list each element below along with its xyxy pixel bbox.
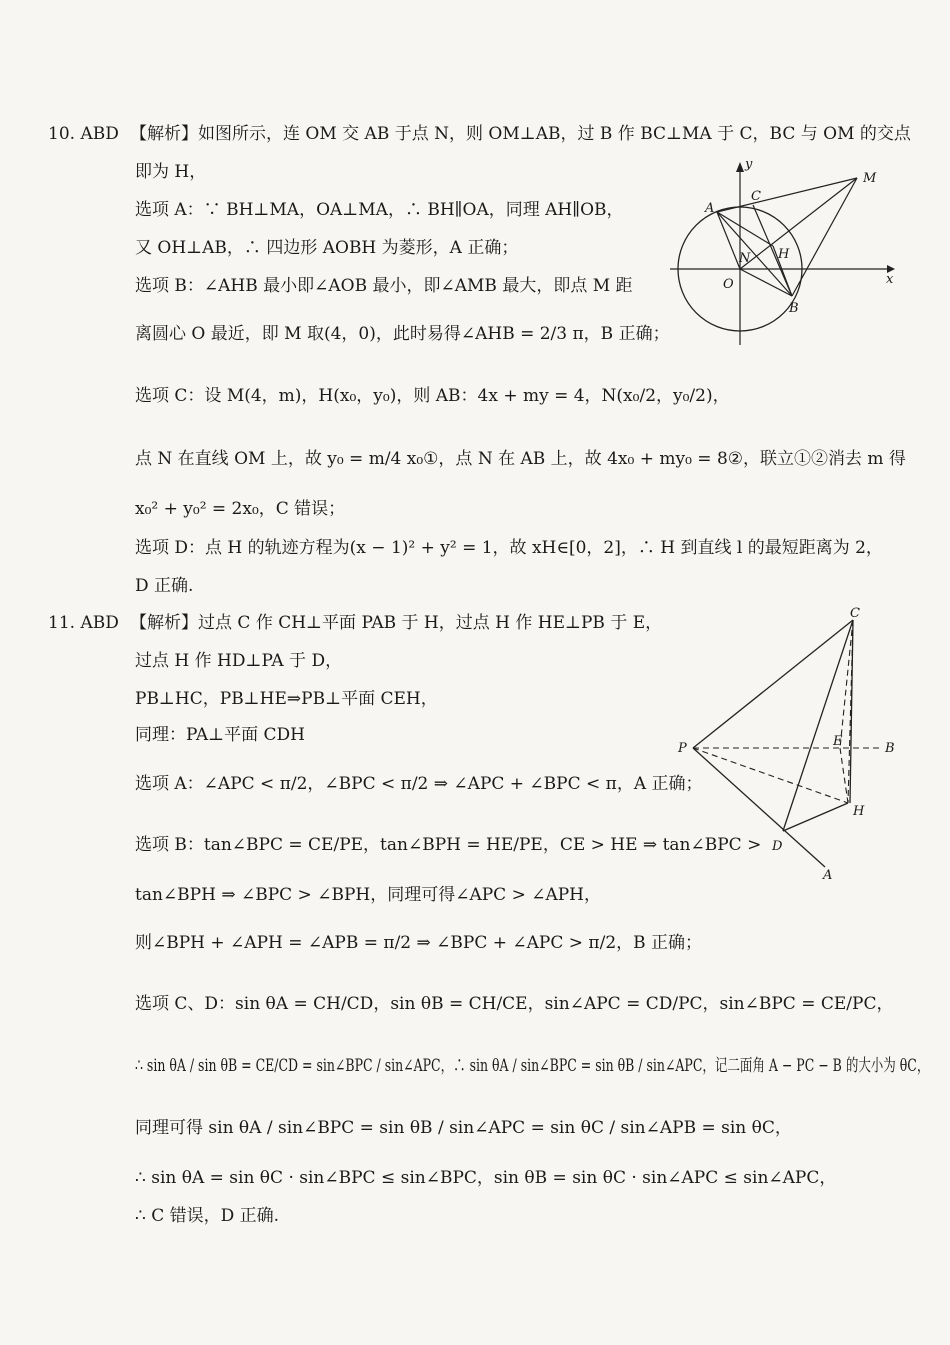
q10-line-1: 【解析】如图所示，连 OM 交 AB 于点 N，则 OM⊥AB，过 B 作 BC⊥MA 于 C，BC 与 OM 的交点: [130, 124, 911, 144]
q11-line-4: 同理：PA⊥平面 CDH: [135, 725, 306, 745]
y-axis-arrow: [736, 162, 744, 172]
seg-DH: [783, 803, 848, 831]
fig11-label-E: E: [833, 734, 843, 749]
q10-line-4: 又 OH⊥AB，∴ 四边形 AOBH 为菱形，A 正确；: [135, 238, 519, 258]
fig10-label-C: C: [751, 189, 761, 204]
q10-line-5: 选项 B：∠AHB 最小即∠AOB 最小，即∠AMB 最大，即点 M 距: [135, 276, 633, 296]
q11-line-12: ∴ sin θA = sin θC · sin∠BPC ≤ sin∠BPC，sin θB = sin θC · sin∠APC ≤ sin∠APC，: [135, 1168, 837, 1188]
q11-line-6: 选项 B：tan∠BPC = CE/PE，tan∠BPH = HE/PE，CE > HE ⇒ tan∠BPC >: [135, 835, 762, 855]
q10-circle-figure: [665, 150, 905, 350]
fig11-label-C: C: [850, 606, 860, 621]
seg-EH-dashed: [840, 748, 848, 803]
q10-line-10: 选项 D：点 H 的轨迹方程为(x − 1)² + y² = 1，故 xH∈[0，2]，∴ H 到直线 l 的最短距离为 2，: [135, 538, 883, 558]
seg-CD: [783, 620, 853, 831]
fig11-label-A: A: [823, 868, 833, 883]
q11-tetrahedron-figure: [675, 605, 905, 890]
q10-number: 10. ABD: [48, 124, 119, 144]
q11-line-1: 【解析】过点 C 作 CH⊥平面 PAB 于 H，过点 H 作 HE⊥PB 于 E，: [130, 613, 663, 633]
q10-line-8: 点 N 在直线 OM 上，故 y₀ = m/4 x₀①，点 N 在 AB 上，故 4x₀ + my₀ = 8②，联立①②消去 m 得: [135, 449, 906, 469]
seg-OA: [717, 212, 740, 269]
q10-line-2: 即为 H，: [135, 162, 207, 182]
q10-line-11: D 正确.: [135, 576, 194, 596]
q10-line-3: 选项 A：∵ BH⊥MA，OA⊥MA，∴ BH∥OA，同理 AH∥OB，: [135, 200, 624, 220]
fig10-label-H: H: [778, 247, 790, 262]
fig11-label-P: P: [678, 741, 687, 756]
seg-PH-dashed: [693, 748, 848, 803]
q11-line-7: tan∠BPH ⇒ ∠BPC > ∠BPH，同理可得∠APC > ∠APH，: [135, 885, 602, 905]
fig11-label-H: H: [853, 804, 865, 819]
seg-AH: [717, 212, 773, 246]
fig10-label-B: B: [789, 301, 799, 316]
q10-line-6: 离圆心 O 最近，即 M 取(4，0)，此时易得∠AHB = 2/3 π，B 正确；: [135, 324, 670, 344]
q10-line-7: 选项 C：设 M(4，m)，H(x₀，y₀)，则 AB：4x + my = 4，N(x₀/2，y₀/2)，: [135, 386, 730, 406]
q11-line-8: 则∠BPH + ∠APH = ∠APB = π/2 ⇒ ∠BPC + ∠APC > π/2，B 正确；: [135, 933, 703, 953]
q11-line-3: PB⊥HC，PB⊥HE⇒PB⊥平面 CEH，: [135, 689, 438, 709]
seg-PC: [693, 620, 853, 748]
fig10-label-x: x: [886, 272, 894, 287]
q11-line-10: ∴ sin θA / sin θB = CE/CD = sin∠BPC / sin∠APC，∴ sin θA / sin∠BPC = sin θB / sin∠APC，记二面角 A − PC − B 的大小为 θC，: [135, 1056, 930, 1076]
fig11-label-B: B: [885, 741, 895, 756]
fig11-label-D: D: [772, 839, 783, 854]
fig10-label-A: A: [705, 201, 715, 216]
q11-line-2: 过点 H 作 HD⊥PA 于 D，: [135, 651, 343, 671]
q11-number: 11. ABD: [48, 613, 119, 633]
fig10-label-y: y: [745, 157, 753, 172]
seg-BM: [792, 178, 857, 296]
seg-OB: [740, 269, 792, 296]
q11-line-11: 同理可得 sin θA / sin∠BPC = sin θB / sin∠APC = sin θC / sin∠APB = sin θC，: [135, 1118, 792, 1138]
q10-line-9: x₀² + y₀² = 2x₀，C 错误；: [135, 499, 346, 519]
q11-line-13: ∴ C 错误，D 正确.: [135, 1206, 280, 1226]
fig10-label-O: O: [723, 277, 734, 292]
fig10-label-N: N: [739, 251, 751, 266]
q11-line-9: 选项 C、D：sin θA = CH/CD，sin θB = CH/CE，sin∠APC = CD/PC，sin∠BPC = CE/PC，: [135, 994, 894, 1014]
q11-line-5: 选项 A：∠APC < π/2，∠BPC < π/2 ⇒ ∠APC + ∠BPC < π，A 正确；: [135, 774, 703, 794]
fig10-label-M: M: [863, 171, 877, 186]
